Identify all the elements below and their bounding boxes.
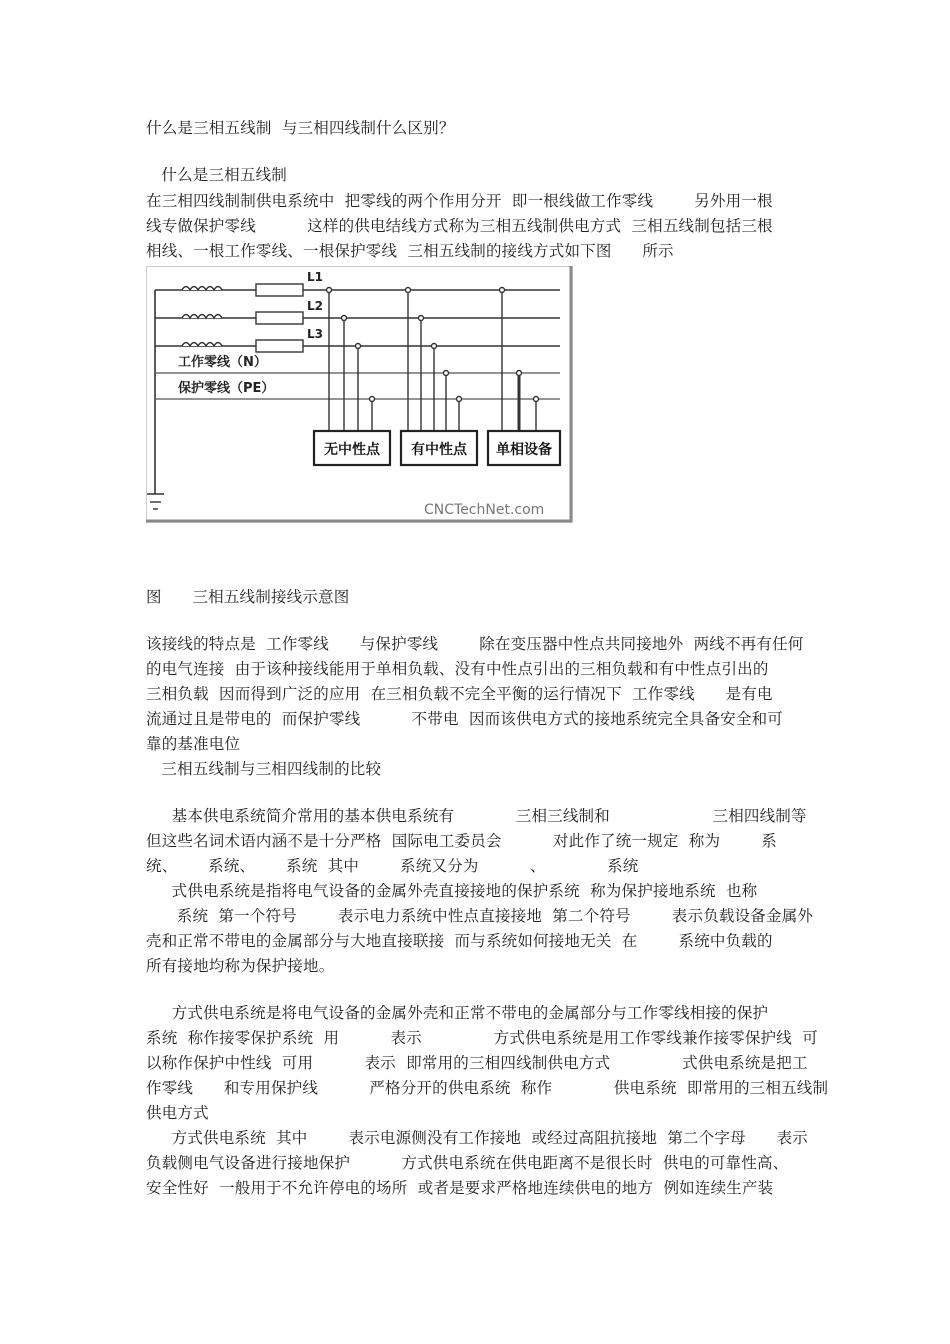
text-line: 在三相四线制制供电系统中 把零线的两个作用分开 即一根线做工作零线 另外用一根 <box>146 192 773 210</box>
text-line: 作零线 和专用保护线 严格分开的供电系统 称作 供电系统 即常用的三相五线制 <box>146 1079 829 1097</box>
text-line: 式供电系统是指将电气设备的金属外壳直接接地的保护系统 称为保护接地系统 也称 <box>146 882 758 900</box>
box-label-single-phase: 单相设备 <box>496 442 552 458</box>
text-line: 但这些名词术语内涵不是十分严格 国际电工委员会 对此作了统一规定 称为 系 <box>146 832 777 850</box>
text-line: 三相负载 因而得到广泛的应用 在三相负载不完全平衡的运行情况下 工作零线 是有电 <box>146 685 773 703</box>
text-line: 方式供电系统 其中 表示电源侧没有工作接地 或经过高阻抗接地 第二个字母 表示 <box>146 1129 808 1147</box>
text-line: 方式供电系统是将电气设备的金属外壳和正常不带电的金属部分与工作零线相接的保护 <box>146 1004 769 1022</box>
page-title: 什么是三相五线制 与三相四线制什么区别？ <box>146 119 455 137</box>
section-heading: 三相五线制与三相四线制的比较 <box>146 760 382 778</box>
text-line: 以称作保护中性线 可用 表示 即常用的三相四线制供电方式 式供电系统是把工 <box>146 1054 808 1072</box>
box-label-with-neutral: 有中性点 <box>411 442 467 458</box>
pe-line-label: 保护零线（PE） <box>178 381 275 396</box>
phase-label-l2: L2 <box>307 299 323 313</box>
watermark-text: CNCTechNet.com <box>424 502 545 518</box>
wiring-diagram <box>146 266 574 524</box>
text-line: 所有接地均称为保护接地。 <box>146 957 335 975</box>
text-line: 该接线的特点是 工作零线 与保护零线 除在变压器中性点共同接地外 两线不再有任何 <box>146 635 804 653</box>
n-line-label: 工作零线（N） <box>178 355 267 370</box>
text-line: 安全性好 一般用于不允许停电的场所 或者是要求严格地连续供电的地方 例如连续生产装 <box>146 1179 774 1197</box>
text-line: 供电方式 <box>146 1104 209 1122</box>
text-line: 线专做保护零线 这样的供电结线方式称为三相五线制供电方式 三相五线制包括三根 <box>146 217 773 235</box>
text-line: 相线、一根工作零线、一根保护零线 三相五线制的接线方式如下图 所示 <box>146 242 674 260</box>
phase-label-l1: L1 <box>307 270 323 284</box>
text-line: 负载侧电气设备进行接地保护 方式供电系统在供电距离不是很长时 供电的可靠性高、 <box>146 1154 789 1172</box>
phase-label-l3: L3 <box>307 327 323 341</box>
text-line: 系统 第一个符号 表示电力系统中性点直接接地 第二个符号 表示负载设备金属外 <box>146 907 814 925</box>
section-heading: 什么是三相五线制 <box>146 166 287 184</box>
text-line: 流通过且是带电的 而保护零线 不带电 因而该供电方式的接地系统完全具备安全和可 <box>146 710 783 728</box>
text-line: 壳和正常不带电的金属部分与大地直接联接 而与系统如何接地无关 在 系统中负载的 <box>146 932 773 950</box>
figure-caption: 图 三相五线制接线示意图 <box>146 588 350 606</box>
text-line: 统、 系统、 系统 其中 系统又分为 、 系统 <box>146 857 639 875</box>
text-line: 基本供电系统简介常用的基本供电系统有 三相三线制和 三相四线制等 <box>146 807 807 825</box>
text-line: 的电气连接 由于该种接线能用于单相负载、没有中性点引出的三相负载和有中性点引出的 <box>146 660 769 678</box>
text-line: 靠的基准电位 <box>146 735 241 753</box>
box-label-no-neutral: 无中性点 <box>324 442 380 458</box>
text-line: 系统 称作接零保护系统 用 表示 方式供电系统是用工作零线兼作接零保护线 可 <box>146 1029 818 1047</box>
